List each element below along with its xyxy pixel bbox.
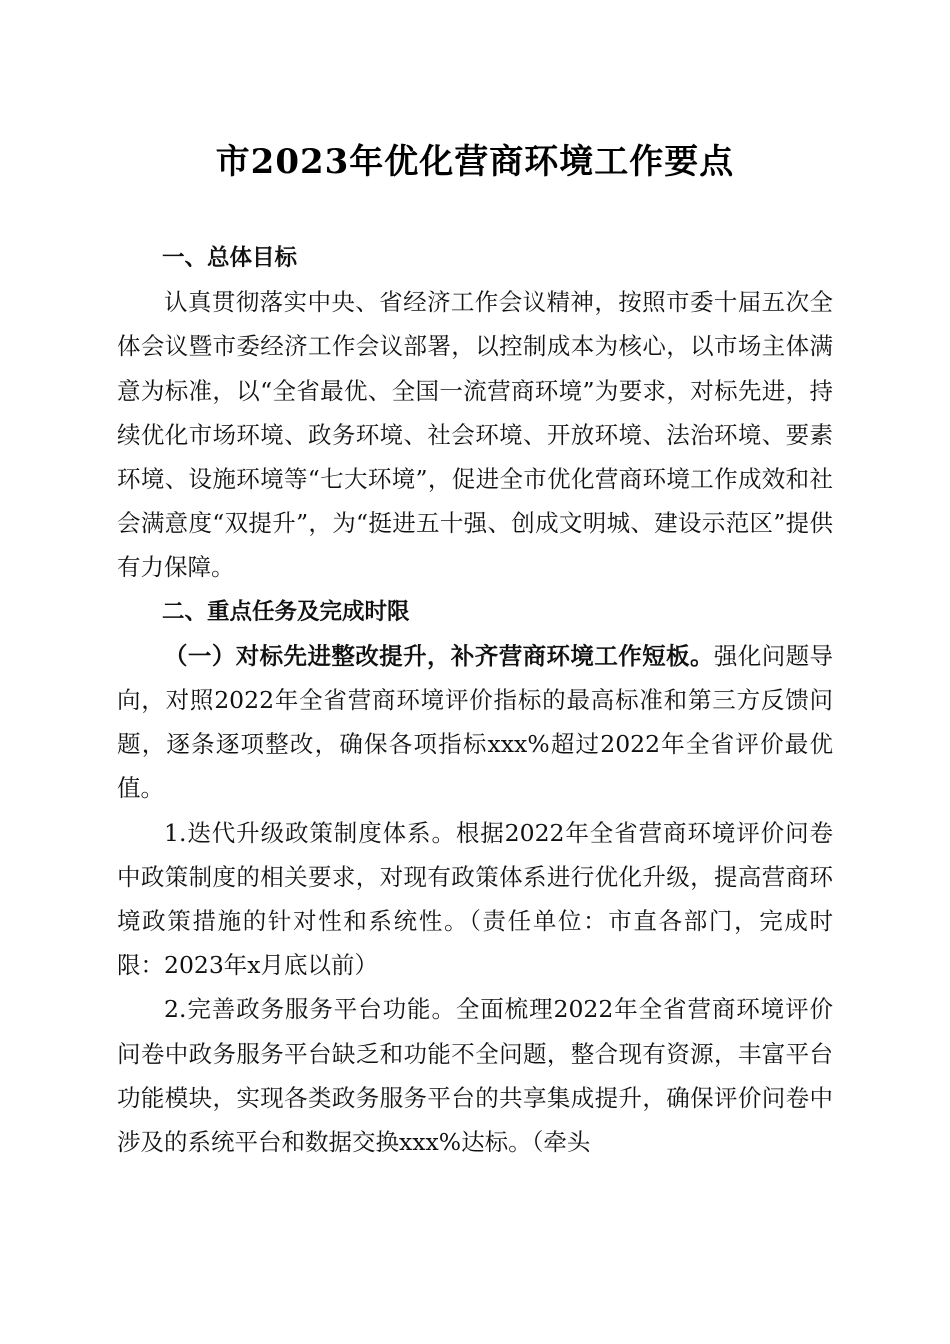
section-heading-key-tasks: 二、重点任务及完成时限 [162,598,410,625]
task-item-2: 2.完善政务服务平台功能。全面梳理2022年全省营商环境评价问卷中政务服务平台缺乏和功能不全问题，整合现有资源，丰富平台功能模块，实现各类政务服务平台的共享集成提升，确保评价问卷中涉及的系统平台和数据交换xxx%达标。（牵头 [117,995,833,1157]
key-task-text-1: 强化问题导向，对照2022年全省营商环境评价指标的最高标准和第三方反馈问题，逐条逐项整改，确保各项指标xxx%超过2022年全省评价最优值。 [117,641,834,803]
overall-goals-paragraph: 认真贯彻落实中央、省经济工作会议精神，按照市委十届五次全体会议暨市委经济工作会议部署，以控制成本为核心，以市场主体满意为标准，以“全省最优、全国一流营商环境”为要求，对标先进，持续优化市场环境、政务环境、社会环境、开放环境、法治环境、要素环境、设施环境等“七大环境”，促进全市优化营商环境工作成效和社会满意度“双提升”，为“挺进五十强、创成文明城、建设示范区”提供有力保障。 [117,288,833,582]
key-task-paragraph-1 [117,634,833,811]
key-task-subheading-1: （一）对标先进整改提升，补齐营商环境工作短板。 [164,641,714,670]
section-heading-overall-goals: 一、总体目标 [162,245,298,271]
task-item-1: 1.迭代升级政策制度体系。根据2022年全省营商环境评价问卷中政策制度的相关要求，对现有政策体系进行优化升级，提高营商环境政策措施的针对性和系统性。（责任单位：市直各部门，完成时限：2023年x月底以前） [117,818,833,980]
document-body [117,236,833,1164]
document-title: 市2023年优化营商环境工作要点 [215,142,735,182]
